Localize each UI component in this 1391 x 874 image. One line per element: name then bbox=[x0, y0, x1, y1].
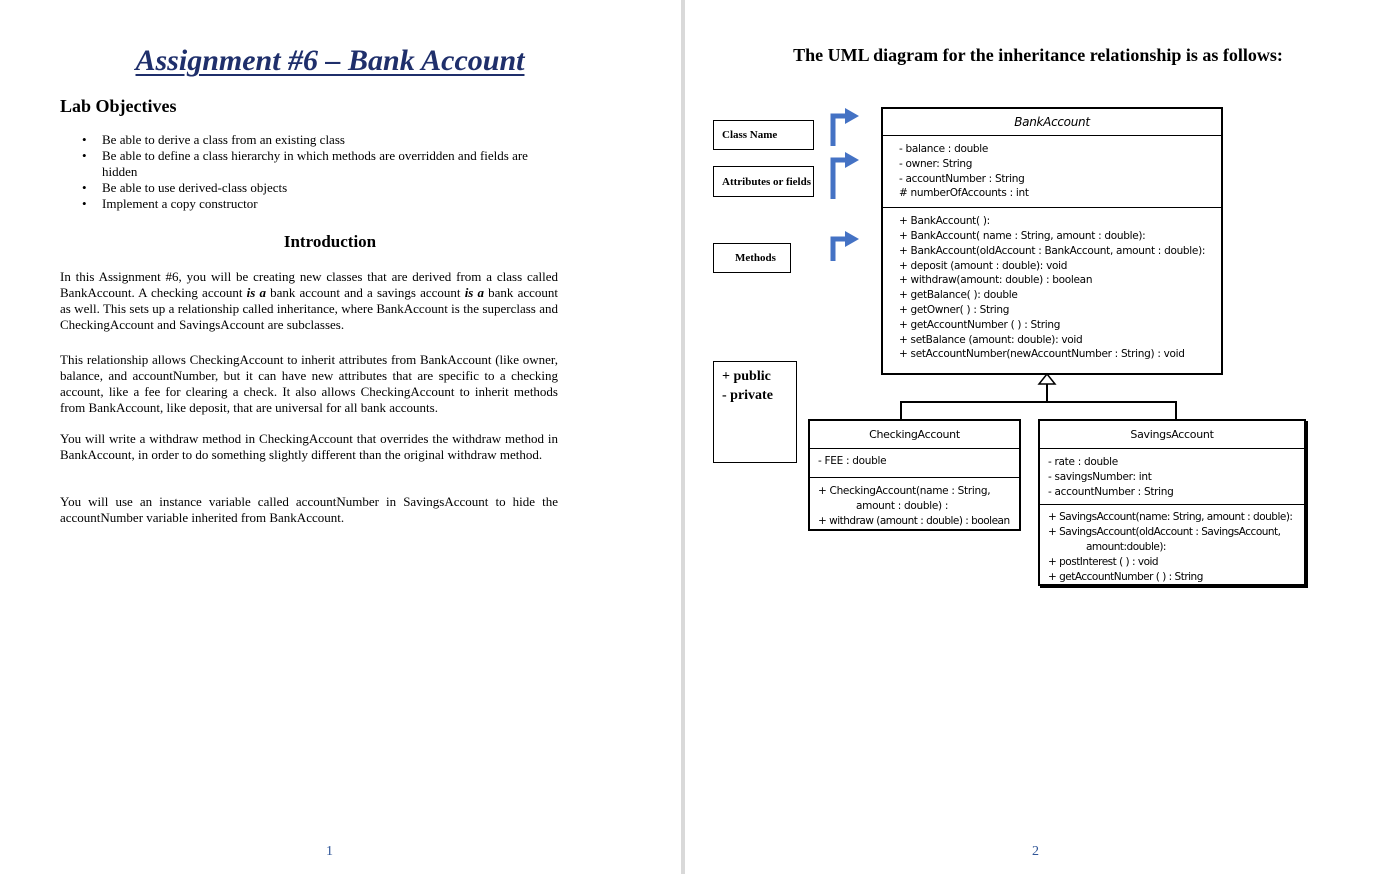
savingsaccount-class-name: SavingsAccount bbox=[1130, 428, 1214, 441]
legend-arrows bbox=[825, 104, 875, 274]
list-item: • Be able to derive a class from an existing class bbox=[82, 132, 345, 147]
method-item: amount : double) : bbox=[856, 499, 949, 512]
field-item: - FEE : double bbox=[818, 455, 887, 467]
savingsaccount-fields bbox=[1040, 448, 1304, 504]
list-item: • Be able to define a class hierarchy in which methods are overridden and fields are hidden bbox=[82, 148, 528, 179]
method-item: amount:double): bbox=[1086, 540, 1166, 553]
method-item: + withdraw (amount : double) : boolean bbox=[818, 514, 1010, 527]
method-item: + SavingsAccount(name: String, amount : double): bbox=[1048, 511, 1293, 524]
legend-attributes: Attributes or fields bbox=[713, 166, 814, 197]
assignment-title: Assignment #6 – Bank Account bbox=[135, 44, 525, 77]
arrowhead-attributes-icon bbox=[845, 152, 859, 168]
method-item: + deposit (amount : double): void bbox=[899, 259, 1068, 272]
inheritance-triangle-icon bbox=[1039, 374, 1055, 384]
intro-paragraph-1: In this Assignment #6, you will be creating new classes that are derived from a class called BankAccount. A checking account is a bank account and a savings account is a bank account as well. This sets up a relationship called inheritance, where BankAccount is the superclass and CheckingAccount and SavingsAccount are subclasses. bbox=[60, 269, 559, 332]
bullet-icon: • bbox=[82, 132, 87, 147]
document-page-2 bbox=[685, 0, 1391, 874]
introduction-heading: Introduction bbox=[283, 232, 377, 251]
bullet-icon: • bbox=[82, 148, 87, 163]
field-item: - owner: String bbox=[899, 157, 973, 170]
list-item: • Be able to use derived-class objects bbox=[82, 180, 288, 195]
checkingaccount-fields bbox=[810, 448, 1019, 477]
field-item: # numberOfAccounts : int bbox=[899, 187, 1029, 200]
legend-private: - private bbox=[722, 388, 773, 403]
intro-paragraph-3: You will write a withdraw method in CheckingAccount that overrides the withdraw method in BankAccount, in order to do something slightly different than the original withdraw method. bbox=[60, 431, 558, 462]
method-item: + postInterest ( ) : void bbox=[1048, 555, 1159, 568]
document-page-1 bbox=[0, 0, 681, 874]
bankaccount-fields bbox=[883, 135, 1221, 207]
checkingaccount-methods bbox=[810, 477, 1019, 532]
bankaccount-methods bbox=[883, 207, 1221, 366]
intro-paragraph-2: This relationship allows CheckingAccount to inherit attributes from BankAccount (like owner, balance, and accountNumber, but it can have new attributes that are specific to a checking account, like a fee for clearing a check. It also allows CheckingAccount to inherit methods from BankAccount, like deposit, that are universal for all bank accounts. bbox=[60, 352, 558, 415]
page-number: 2 bbox=[1032, 844, 1039, 859]
arrow-methods-icon bbox=[833, 239, 845, 261]
method-item: + setBalance (amount: double): void bbox=[899, 333, 1083, 346]
intro-paragraph-4: You will use an instance variable called accountNumber in SavingsAccount to hide the accountNumber variable inherited from BankAccount. bbox=[60, 494, 558, 525]
legend-public: + public bbox=[722, 369, 771, 384]
bankaccount-class bbox=[881, 107, 1223, 375]
method-item: + BankAccount(oldAccount : BankAccount, amount : double): bbox=[899, 244, 1206, 257]
method-item: + getAccountNumber ( ) : String bbox=[899, 318, 1061, 331]
arrowhead-methods-icon bbox=[845, 231, 859, 247]
field-item: - rate : double bbox=[1048, 456, 1118, 468]
savingsaccount-methods bbox=[1040, 504, 1304, 587]
page-number: 1 bbox=[326, 844, 333, 859]
field-item: - accountNumber : String bbox=[1048, 485, 1174, 498]
uml-heading: The UML diagram for the inheritance relationship is as follows: bbox=[793, 45, 1283, 65]
list-item: • Implement a copy constructor bbox=[82, 196, 258, 211]
legend-visibility bbox=[713, 361, 797, 463]
lab-objectives-heading: Lab Objectives bbox=[60, 96, 177, 116]
bullet-icon: • bbox=[82, 196, 87, 211]
method-item: + BankAccount( name : String, amount : double): bbox=[899, 229, 1146, 242]
method-item: + getAccountNumber ( ) : String bbox=[1048, 570, 1203, 583]
bankaccount-class-name: BankAccount bbox=[1014, 115, 1090, 129]
checkingaccount-class-name: CheckingAccount bbox=[869, 428, 960, 441]
bullet-icon: • bbox=[82, 180, 87, 195]
objectives-list bbox=[80, 132, 550, 212]
arrow-class-name-icon bbox=[833, 116, 845, 146]
legend-methods: Methods bbox=[713, 243, 791, 273]
arrowhead-class-name-icon bbox=[845, 108, 859, 124]
field-item: - savingsNumber: int bbox=[1048, 470, 1152, 483]
method-item: + CheckingAccount(name : String, bbox=[818, 484, 991, 497]
field-item: - balance : double bbox=[899, 143, 989, 155]
method-item: + setAccountNumber(newAccountNumber : String) : void bbox=[899, 348, 1185, 361]
legend-class-name: Class Name bbox=[713, 120, 814, 150]
arrow-attributes-icon bbox=[833, 160, 845, 199]
field-item: - accountNumber : String bbox=[899, 172, 1025, 185]
checkingaccount-class bbox=[808, 419, 1021, 531]
method-item: + withdraw(amount: double) : boolean bbox=[899, 274, 1093, 287]
method-item: + getBalance( ): double bbox=[899, 289, 1018, 302]
inheritance-connector bbox=[895, 372, 1185, 422]
method-item: + SavingsAccount(oldAccount : SavingsAccount, bbox=[1048, 526, 1281, 539]
method-item: + BankAccount( ): bbox=[899, 215, 990, 228]
method-item: + getOwner( ) : String bbox=[899, 303, 1010, 316]
savingsaccount-class bbox=[1038, 419, 1306, 586]
